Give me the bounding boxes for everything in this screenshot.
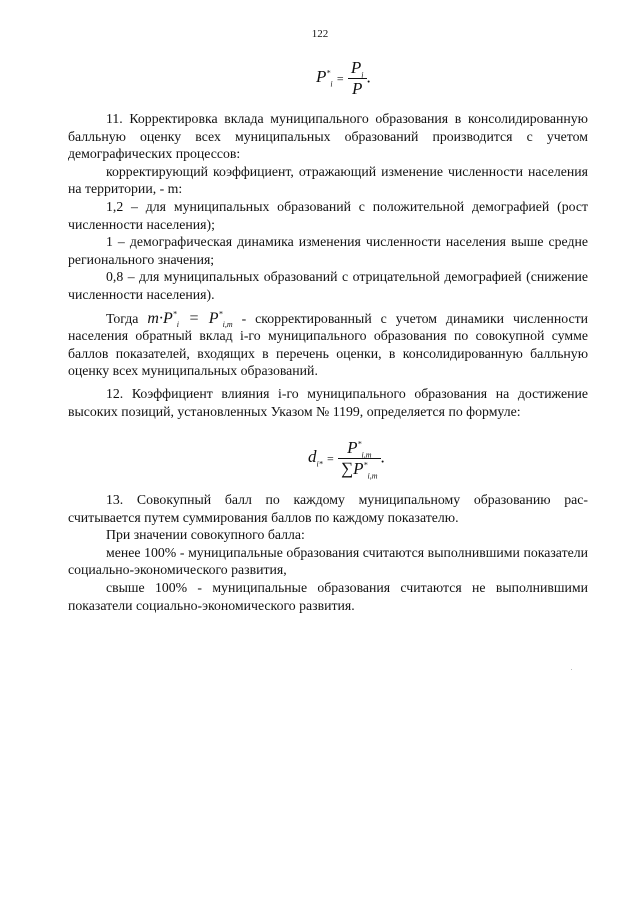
section-11 xyxy=(68,110,588,380)
formula-fraction: $\frac{P^*_{i,m}}{\sum P^*_{i,m}}$ xyxy=(338,438,381,479)
formula-influence-coefficient: $d_{i*}$ = $\frac{P^*_{i,m}}{\sum P^*_{i,m}}$ . xyxy=(308,438,385,481)
page-number: 122 xyxy=(311,28,329,40)
section-12 xyxy=(68,385,588,420)
paragraph: 11. Корректировка вклада муниципального образования в консолидированную балльную оценку всех муниципальных образований производится с учетом демографических процессов: xyxy=(68,111,588,162)
paragraph: корректирующий коэффициент, отражающий изменение численности населения на территории, - m: xyxy=(68,163,588,197)
formula-normalized-score: $P^*_i$ = $\frac{P_i}{P}$ . xyxy=(316,58,371,98)
section-13 xyxy=(68,491,588,614)
formula-fraction: $\frac{P_i}{P}$ xyxy=(348,58,367,99)
paragraph: 12. Коэффициент влияния i-го муниципального образования на достижение высоких позиций, установленных Указом № 1199, определяется по формуле: xyxy=(68,386,588,419)
paragraph: 1,2 – для муниципальных образований с положительной демографией (рост численности населения); xyxy=(68,198,588,232)
paragraph: 1 – демографическая динамика изменения численности населения выше средне регионального значения; xyxy=(68,234,588,267)
paragraph: свыше 100% - муниципальные образования считаются не выполнившими показатели социально-экономического развития. xyxy=(68,579,588,613)
paragraph: 0,8 – для муниципальных образований с отрицательной демографией (снижение численности населения). xyxy=(68,269,588,302)
paragraph: менее 100% - муниципальные образования считаются выполнившими показатели социально-экономического развития, xyxy=(68,544,588,578)
formula-equals: = xyxy=(326,451,334,466)
formula-equals: = xyxy=(336,71,344,86)
formula-lhs: $d_{i*}$ xyxy=(308,447,323,469)
paragraph: Тогда $m\cdot P^*_i = P^*_{i,m}$ - скорректированный с учетом динамики численности населения обратный вклад i-го муниципального образования по совокупной сумме баллов показателей, входящих в перечень оценки, в консолидированную балльную оценку всех муниципальных образований. xyxy=(68,309,589,379)
inline-formula: $m\cdot P^*_i = P^*_{i,m}$ xyxy=(147,309,233,329)
paragraph: При значении совокупного балла: xyxy=(106,527,305,543)
scan-speck xyxy=(571,669,572,670)
paragraph: 13. Совокупный балл по каждому муниципальному образованию рас-считывается путем суммирования баллов по каждому показателю. xyxy=(68,492,588,525)
formula-lhs: $P^*_i$ xyxy=(316,67,333,89)
